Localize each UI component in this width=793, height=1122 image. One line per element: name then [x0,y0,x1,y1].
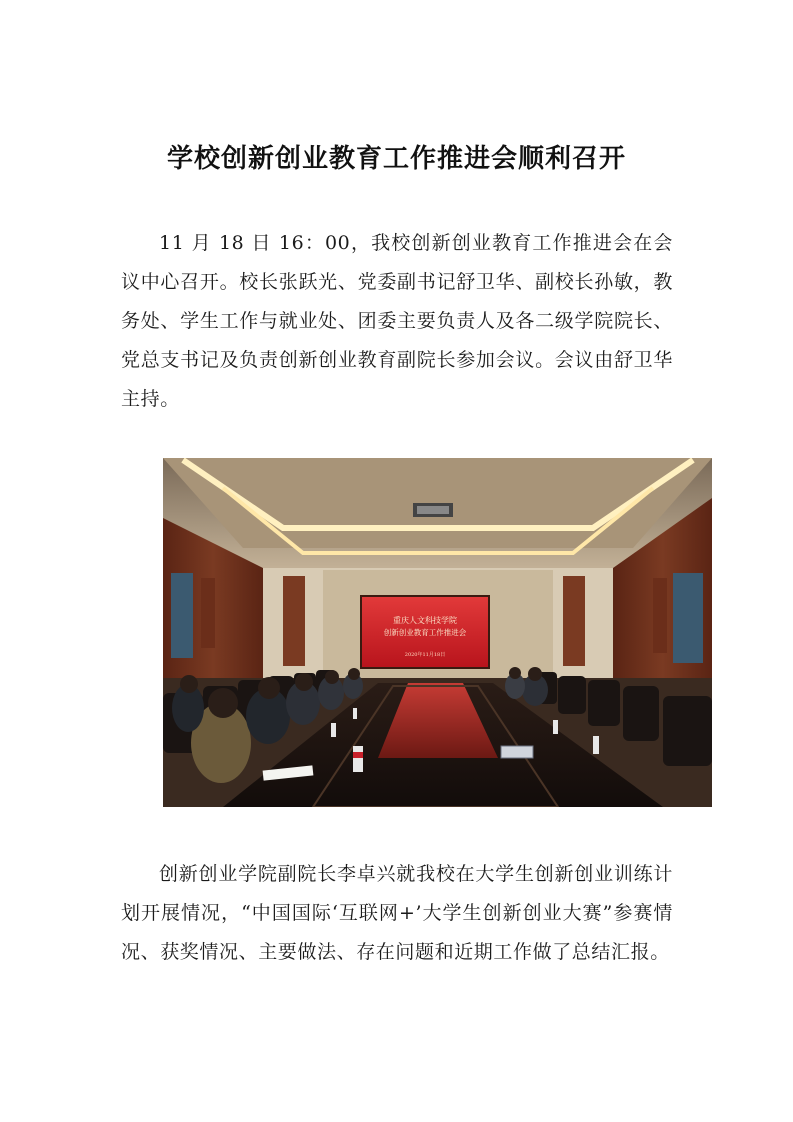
meeting-photo [163,458,712,807]
screen-school-text: 重庆人文科技学院 [393,616,457,625]
paragraph-intro: 11 月 18 日 16：00，我校创新创业教育工作推进会在会议中心召开。校长张跃光、党委副书记舒卫华、副校长孙敏，教务处、学生工作与就业处、团委主要负责人及各二级学院院长、党总支书记及负责创新创业教育副院长参加会议。会议由舒卫华主持。 [121,232,673,410]
article-title: 学校创新创业教育工作推进会顺利召开 [166,144,626,174]
screen-meeting-text: 创新创业教育工作推进会 [383,628,467,637]
screen-date-text: 2020年11月18日 [404,652,446,658]
paragraph-report: 创新创业学院副院长李卓兴就我校在大学生创新创业训练计划开展情况，“中国国际‘互联网+’大学生创新创业大赛”参赛情况、获奖情况、主要做法、存在问题和近期工作做了总结汇报。 [121,863,673,963]
